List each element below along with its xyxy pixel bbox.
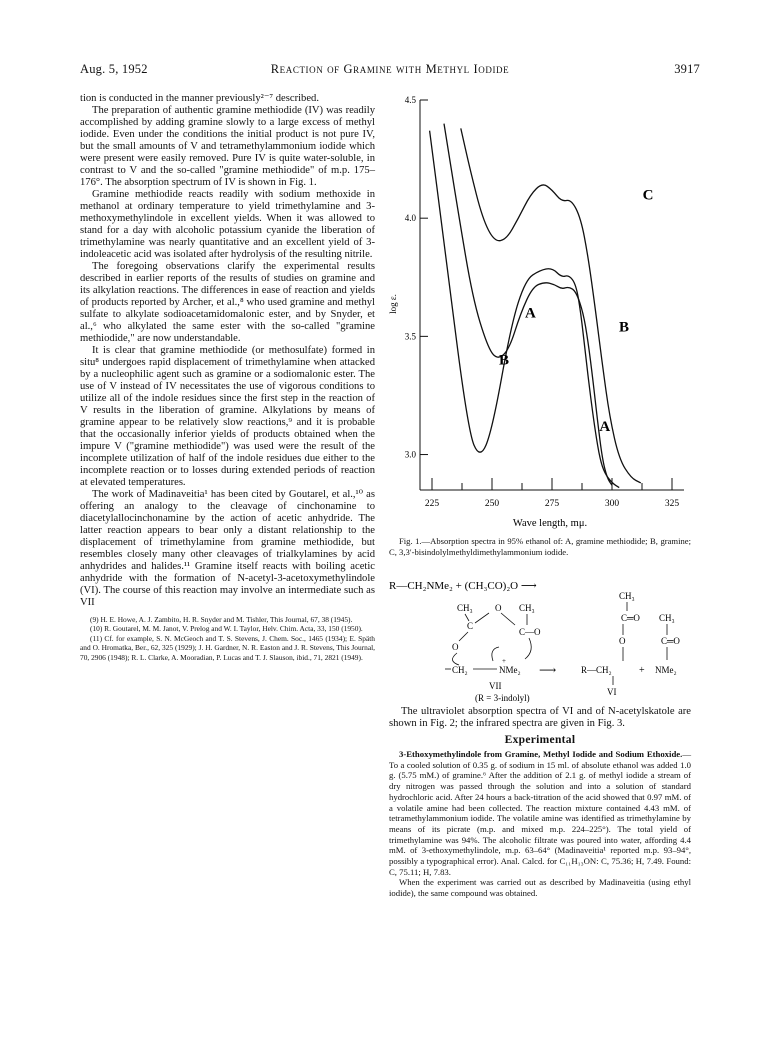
x-axis-label: Wave length, mμ. xyxy=(512,518,588,529)
label-o: O xyxy=(495,603,502,613)
curve-label-c: C xyxy=(642,187,654,204)
y-tick-label: 3.5 xyxy=(404,331,416,342)
header-page-number: 3917 xyxy=(674,62,700,76)
label-ch3: CH₃ xyxy=(659,613,675,623)
curve-label-b: B xyxy=(618,319,630,336)
footnote: (10) R. Goutarel, M. M. Janot, V. Prelog and W. I. Taylor, Helv. Chim. Acta, 33, 150 (1950). xyxy=(90,624,363,634)
footnote: (9) H. E. Howe, A. J. Zambito, H. R. Snyder and M. Tishler, This Journal, 67, 38 (1945). xyxy=(90,615,353,624)
y-tick-label: 3.0 xyxy=(404,449,416,460)
label-o: O xyxy=(452,642,459,652)
label-ch3: CH₃ xyxy=(519,603,535,613)
plus-sign: + xyxy=(639,665,645,676)
label-co: C═O xyxy=(661,636,680,646)
left-column xyxy=(80,93,375,662)
label-c: C xyxy=(467,621,474,631)
compound-label-vii: VII xyxy=(489,681,502,691)
r-definition: (R = 3-indolyl) xyxy=(475,693,530,703)
header-title: Reaction of Gramine with Methyl Iodide xyxy=(270,62,510,76)
experimental-paragraph xyxy=(389,749,691,877)
x-tick-label: 325 xyxy=(664,499,680,509)
paragraph: The work of Madinaveitia¹ has been cited by Goutarel, et al.,¹⁰ as offering an analogy to the cleavage of cinchonamine to diacetylallocinchonamine by the action of acetic anhydride. The latter reaction appears to bear only a distant relationship to the displacement of trimethylamine from gramine methiodide, but resembles closely many other cleavages of trialkylamines by acid anhydrides and halides.¹¹ Gramine itself reacts with boiling acetic anhydride with the formation of N-acetyl-3-acetoxymethylindole (VI). The course of this reaction may involve an intermediate such as VII xyxy=(80,489,375,608)
y-tick-label: 4.0 xyxy=(404,213,416,224)
experimental-body: —To a cooled solution of 0.35 g. of sodium in 15 ml. of absolute ethanol was added 1.0 g. (5.75 mM.) of gramine.⁶ After the addition of 2.1 g. of methyl iodide a stream of dry nitrogen was passed through the solution and into a solution of standard hydrochloric acid. After 24 hours a back-titration of the acid showed that 0.97 mM. of a volatile amine had been collected. The reaction mixture contained 4.43 mM. of tetramethylammonium iodide. The volatile amine was identified as trimethylamine by means of its picrate (m.p. and mixed m.p. 224–225°). The total yield of trimethylamine was 94%. The alcoholic filtrate was poured into water, affording 4.4 mM. of 3-ethoxymethylindole, m.p. 63–64° (Madinaveitia¹ reported m.p. 93–94°, possibly a typographical error). Anal. Calcd. for C₁₁H₁₃ON: C, 75.36; H, 7.49. Found: C, 75.11; H, 7.83. xyxy=(389,749,691,877)
running-header xyxy=(80,62,700,78)
header-date: Aug. 5, 1952 xyxy=(80,62,148,76)
paragraph: tion is conducted in the manner previously²⁻⁷ described. xyxy=(80,93,319,104)
figure-caption xyxy=(389,536,691,558)
x-ticks xyxy=(425,478,680,509)
label-ch3: CH₃ xyxy=(457,603,473,613)
paragraph: The foregoing observations clarify the experimental results described in earlier reports of the results of studies on gramine and its alkylation reactions. The differences in ease of reaction and yields of products reported by Archer, et al.,⁸ who used gramine and methyl sulfate to alkylate sodioacetamidomalonic ester, and by Snyder, et al.,⁶ who alkylated the same ester with the so-called "gramine methiodide," are now understandable. xyxy=(80,261,375,344)
experimental-paragraph: When the experiment was carried out as described by Madinaveitia (using ethyl iodide), the same compound was obtained. xyxy=(389,877,691,899)
paragraph: Gramine methiodide reacts readily with sodium methoxide in methanol at ordinary temperature to yield trimethylamine and 3-methoxymethylindole in excellent yields. When it was allowed to stand for a day with alcoholic potassium cyanide the liberation of trimethylamine was nearly quantitative and an excellent yield of 3-indoleacetic acid was isolated after hydrolysis of the resulting nitrile. xyxy=(80,189,375,260)
caption-text: Fig. 1.—Absorption spectra in 95% ethanol of: A, gramine methiodide; B, gramine; C, 3,3′-bisindolylmethyldimethylammonium iodide. xyxy=(389,536,691,557)
experimental-text xyxy=(389,749,691,899)
label-nme2-plus: NMe₂ xyxy=(499,665,521,675)
curve-label-a: A xyxy=(524,305,536,322)
label-co: C—O xyxy=(519,627,541,637)
compound-label-vi: VI xyxy=(607,687,617,697)
x-tick-label: 250 xyxy=(484,499,500,509)
experimental-subhead: 3-Ethoxymethylindole from Gramine, Methyl Iodide and Sodium Ethoxide. xyxy=(399,749,683,759)
curve-label-b: B xyxy=(498,352,510,369)
x-tick-label: 275 xyxy=(544,499,560,509)
figure-1 xyxy=(384,92,696,532)
charge-plus: + xyxy=(502,657,506,665)
x-tick-label: 300 xyxy=(604,499,620,509)
footnote: (11) Cf. for example, S. N. McGeoch and T. S. Stevens, J. Chem. Soc., 1465 (1934); E. Späth and O. Hromatka, Ber., 62, 325 (1929); J. H. Gardner, N. R. Easton and J. R. Stevens, This Journal, 70, 2906 (1948); R. L. Clarke, A. Mooradian, P. Lucas and T. J. Slauson, ibid., 71, 2821 (1949). xyxy=(80,633,375,662)
curve-label-a: A xyxy=(599,418,611,435)
curve-b xyxy=(444,124,612,486)
label-ch3: CH₃ xyxy=(619,591,635,601)
section-heading: Experimental xyxy=(504,734,576,746)
paragraph: The preparation of authentic gramine methiodide (IV) was readily accomplished by adding gramine slowly to a large excess of methyl iodide. Even under the conditions the initial product is not pure IV, but the small amounts of V and tetramethylammonium iodide which were present were easily removed. Pure IV is quite water-soluble, in contrast to V and the so-called "gramine methiodide" of m.p. 175–176°. The absorption spectrum of IV is shown in Fig. 1. xyxy=(80,105,375,188)
label-r-ch2: R—CH₂ xyxy=(581,665,612,675)
x-tick-label: 225 xyxy=(424,499,440,509)
curve-c xyxy=(461,128,641,483)
reaction-diagram xyxy=(389,577,699,703)
right-column xyxy=(389,706,691,899)
label-co: C═O xyxy=(621,613,640,623)
absorption-spectrum-chart xyxy=(384,92,696,532)
y-ticks xyxy=(405,95,428,460)
reaction-arrow: ⟶ xyxy=(539,663,557,677)
y-tick-label: 4.5 xyxy=(404,95,416,105)
footnotes xyxy=(80,615,375,662)
paragraph: It is clear that gramine methiodide (or methosulfate) formed in situ⁸ undergoes rapid displacement of trimethylamine when attacked by a nucleophilic agent such as gramine or a sodiomalonic ester. The use of V instead of IV necessitates the use of vigorous conditions to utilize all of the indole residues since the first step in the reaction of V results in the liberation of gramine. Alkylations by means of gramine appear to be relatively slow reactions,⁹ and it is probable that the occasionally inferior yields of products obtained when the impure V ("gramine methiodide") was used were the result of the incomplete utilization of half of the indole residues due either to the incomplete reaction or to losses during extended periods of reaction at elevated temperatures. xyxy=(80,345,375,488)
y-axis-label: log ε. xyxy=(388,294,398,314)
reaction-equation: R—CH₂NMe₂ + (CH₃CO)₂O ⟶ xyxy=(389,580,537,592)
label-nme2: NMe₂ xyxy=(655,665,677,675)
label-o: O xyxy=(619,636,626,646)
label-ch2: CH₂ xyxy=(452,665,468,675)
chart-axes xyxy=(420,100,684,490)
paragraph: The ultraviolet absorption spectra of VI and of N-acetylskatole are shown in Fig. 2; the infrared spectra are given in Fig. 3. xyxy=(389,706,691,729)
reaction-scheme xyxy=(389,577,699,703)
